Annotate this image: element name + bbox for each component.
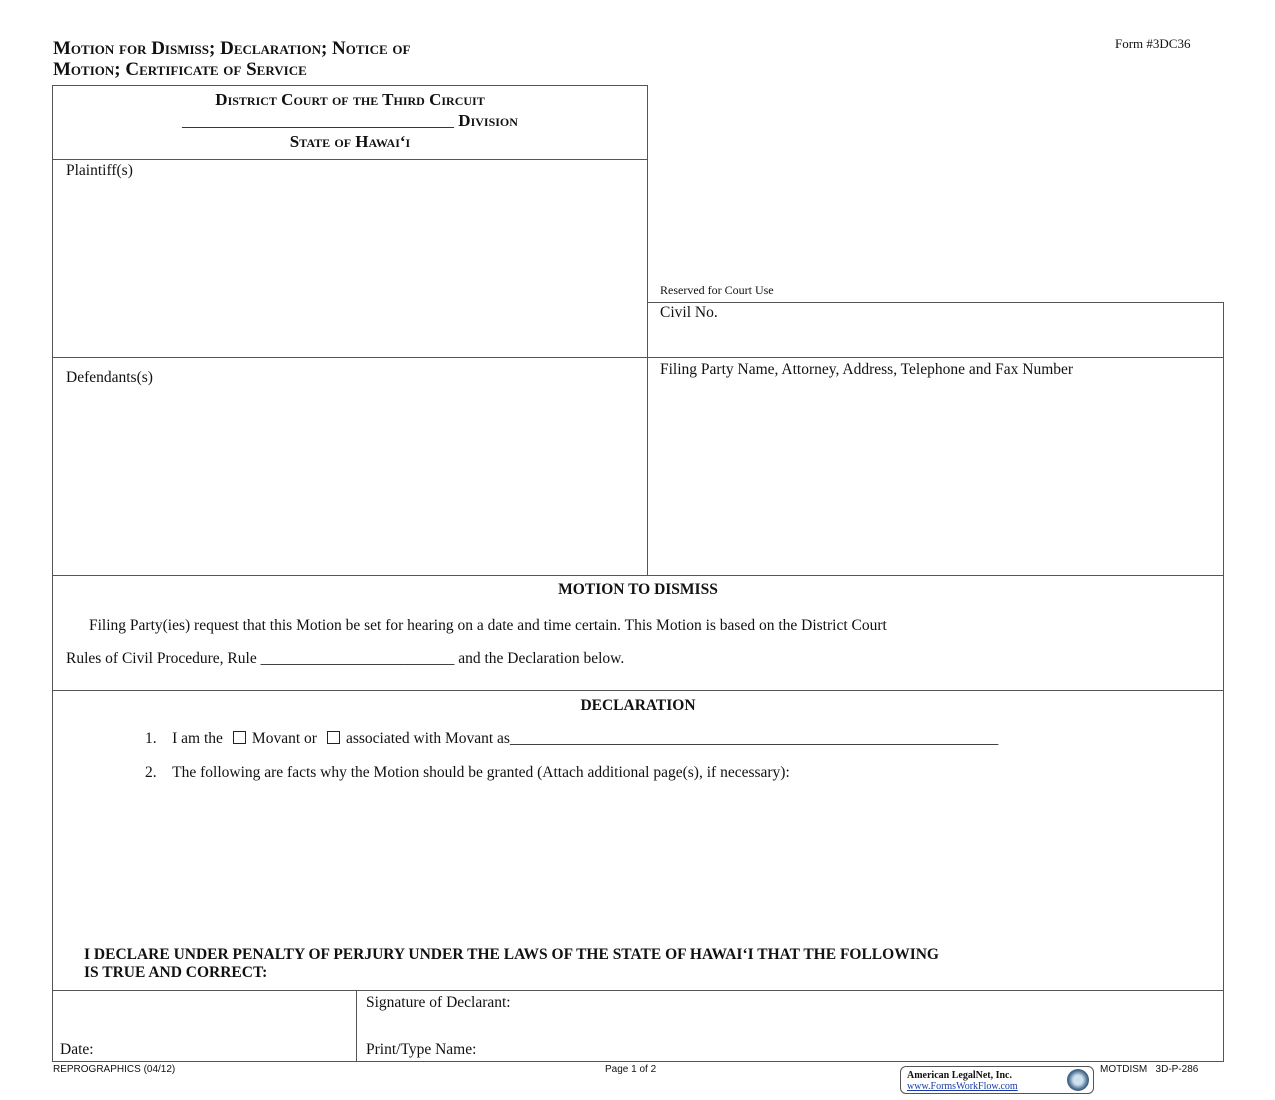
divider — [52, 357, 648, 358]
logo-name: American LegalNet, Inc. — [907, 1070, 1012, 1081]
title-line-1: Motion for Dismiss; Declaration; Notice of — [53, 38, 411, 59]
divider — [647, 357, 1224, 358]
divider — [356, 990, 357, 1062]
division-label: Division — [458, 111, 518, 130]
footer-left: REPROGRAPHICS (04/12) — [53, 1064, 176, 1075]
perjury-line: I DECLARE UNDER PENALTY OF PERJURY UNDER THE LAWS OF THE STATE OF HAWAI‘I THAT THE FOLLOWING — [84, 946, 939, 963]
civil-no-label: Civil No. — [660, 304, 718, 321]
declaration-item-2 — [145, 764, 790, 782]
reserved-label: Reserved for Court Use — [660, 283, 774, 297]
court-header — [52, 89, 648, 152]
body-box — [52, 575, 1224, 1062]
filing-party-label: Filing Party Name, Attorney, Address, Telephone and Fax Number — [660, 361, 1074, 378]
title-line-2: Motion; Certificate of Service — [53, 59, 307, 80]
form-title — [53, 38, 410, 80]
motion-heading: MOTION TO DISMISS — [558, 581, 718, 598]
declaration-item-1 — [145, 730, 998, 748]
case-box — [647, 302, 1224, 576]
item-text: Movant or — [251, 730, 317, 747]
page-number: Page 1 of 2 — [605, 1064, 657, 1075]
item-text: I am the — [172, 730, 223, 747]
defendants-label: Defendants(s) — [66, 369, 153, 386]
footer-right: MOTDISM 3D-P-286 — [1100, 1064, 1199, 1075]
divider — [52, 159, 648, 160]
state-name: State of Hawai‘i — [289, 132, 411, 151]
perjury-line: IS TRUE AND CORRECT: — [84, 964, 268, 981]
motion-text-2: Rules of Civil Procedure, Rule _________________________ and the Declaration below. — [66, 650, 625, 667]
motion-text-1: Filing Party(ies) request that this Motion be set for hearing on a date and time certain. This Motion is based on the District Court — [89, 617, 887, 634]
signature-label: Signature of Declarant: — [366, 994, 511, 1011]
globe-icon — [1067, 1069, 1089, 1091]
perjury-statement — [84, 946, 939, 982]
court-name: District Court of the Third Circuit — [215, 90, 485, 109]
item-text: The following are facts why the Motion should be granted (Attach additional page(s), if necessary): — [172, 764, 790, 781]
item-number: 2. — [145, 764, 157, 781]
item-text: associated with Movant as_______________________________________________________________ — [345, 730, 999, 747]
division-blank: ________________________________ — [182, 111, 455, 130]
divider — [52, 990, 1224, 991]
divider — [52, 690, 1224, 691]
date-label: Date: — [60, 1041, 94, 1058]
declaration-heading: DECLARATION — [580, 697, 696, 714]
logo-url[interactable]: www.FormsWorkFlow.com — [907, 1081, 1018, 1092]
plaintiffs-label: Plaintiff(s) — [66, 162, 133, 179]
print-name-label: Print/Type Name: — [366, 1041, 477, 1058]
item-number: 1. — [145, 730, 157, 747]
publisher-logo — [900, 1066, 1094, 1094]
associated-checkbox[interactable] — [327, 731, 340, 744]
form-number: Form #3DC36 — [1115, 36, 1191, 51]
movant-checkbox[interactable] — [233, 731, 246, 744]
